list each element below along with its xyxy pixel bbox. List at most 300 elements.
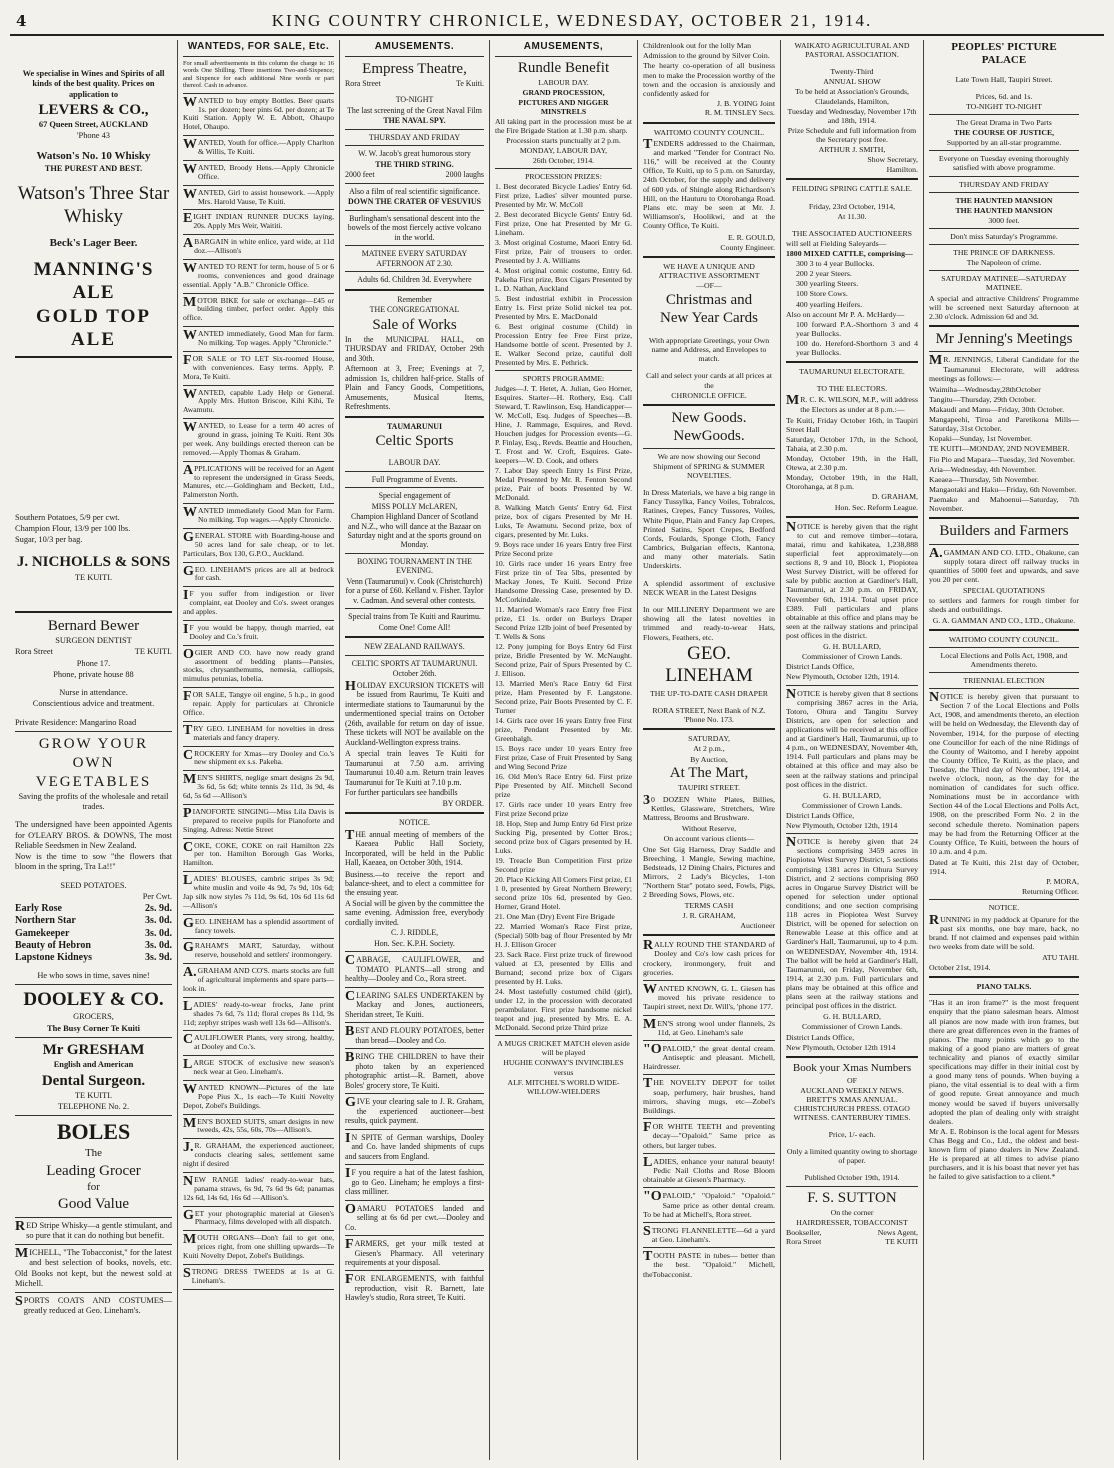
auction-lots: One Set Gig Harness, Dray Saddle and Breeching, 1 Mangle, Sewing machine, Bedsteads, 12 Dining Chairs, Pictures and Mirrors, 2 Lady's Bicycles, 1-ton "Northern Star" potato seed, Fowls, Pigs, 2 Breeding Sows, Plows, etc. — [643, 844, 775, 900]
palace-tonight: TO-NIGHT TO-NIGHT — [966, 101, 1042, 111]
dress-materials: In Dress Materials, we have a big range in Fancy Tussylka, Fancy Voiles, Tobralcos, Ratines, Crepes, Fancy Tussores, Voiles, White Pique, Plain and Fancy Jap Crepes, Printed Satins, Sport Crepes, Bedford Cords, Foulards, Sponge Cloth, Fancy Cambrics, Bulgarian effects, Kantona, and many other materials. Satin Underskirts. — [643, 487, 775, 571]
jennings-meeting: Mangaotaki and Haku—Friday, 6th November. — [929, 484, 1077, 494]
busy-corner: The Busy Corner Te Kuiti — [47, 1023, 140, 1033]
wilson-meeting: Te Kuiti, Friday October 16th, in Taupiri Street Hall — [786, 415, 918, 434]
oamaru-potatoes-ad: OAMARU POTATOES landed and selling at 6s 6d per cwt.—Dooley and Co. — [345, 1201, 484, 1232]
own-vegetables: OWN VEGETABLES — [35, 755, 152, 790]
millinery: In our MILLINERY Department we are showing all the latest novelties in trimmed and ready-to-wear Hats, Flowers, Feathers, etc. — [643, 605, 775, 642]
classified-ad: GET your photographic material at Giesen's Pharmacy, films developed with all dispatch. — [183, 1207, 334, 1227]
timber-notice: NOTICE is hereby given that the right to cut and remove timber—totara, matai, rimu and kahikatea, 1,238,888 superficial feet approximately—on sections 8, 9 and 10, Block 1, Piopiotea West Survey District, will be offered for sale by public auction at Gardiner's Hall, Taumarunui, at 2.30 p.m. on FRIDAY, November 6th, 1914. Total upset price £389. Full particulars and plans obtainable at this office and plans may be seen at the railway stations and principal post offices in the district. — [786, 519, 918, 641]
commissioner-1: Commissioner of Crown Lands. — [801, 652, 903, 662]
sports-event: 22. Married Woman's Race First prize, (Special) 50lb bag of flour Presented by Mr H. J. Ellison Grocer — [495, 922, 632, 950]
watsons-3star: Watson's Three Star Whisky — [17, 183, 170, 228]
jennings-meeting: Paemako and Mahoenui—Saturday, 7th November. — [929, 494, 1079, 514]
sports-event: 10. Girls race under 16 years Entry free First prize tin of Tea 5lbs, presented by Mackay Jones, Te Kuiti. Second Prize Handsome Dressing Case, presented by D. McCorkindale. — [495, 559, 632, 605]
napoleon-crime: The Napoleon of crime. — [966, 258, 1042, 268]
seed-row — [15, 940, 172, 952]
conscientious-advice: Conscientious advice and treatment. — [32, 699, 155, 709]
neck-wear: A splendid assortment of exclusive NECK WEAR in the Latest Designs — [643, 578, 775, 597]
ad-divider — [183, 135, 334, 136]
classified-ad: MEN'S SHIRTS, neglige smart designs 2s 9d, 3s 6d, 5s 6d; white tennis 2s 11d, 3s 9d, 4s 6d, 5s 6d —Allison's — [183, 772, 334, 800]
michell-ad: MICHELL, "The Tobacconist," for the latest and best selection of books, novels, etc. Old Books not kept, but the newest sold at Michell. — [15, 1246, 172, 1288]
bewer-phone-private: Phone, private house 88 — [53, 669, 134, 679]
ladies-beauty-ad: LADIES, enhance your natural beauty! Pedic Nail Cloths and Rose Bloom obtainable at Giesen's Pharmacy. — [643, 1154, 775, 1185]
jacobs-story: W. W. Jacob's great humorous story — [358, 149, 471, 159]
late-town-hall: Late Town Hall, Taupiri Street. — [955, 74, 1053, 84]
leading-grocer: Leading Grocer — [46, 1162, 141, 1179]
rundle-benefit: Rundle Benefit — [517, 59, 610, 76]
sports-event: 19. Treacle Bun Competition First prize Second prize — [495, 856, 632, 875]
wilson-address: MR. C. K. WILSON, M.P., will address the Electors as under at 8 p.m.:— — [786, 393, 918, 414]
jennings-meeting: Waimiha—Wednesday,28thOctober — [929, 384, 1041, 394]
dated-te-kuiti: Dated at Te Kuiti, this 21st day of October, 1914. — [929, 858, 1079, 877]
nicholls-town: TE KUITI. — [74, 572, 113, 582]
classified-ad: CAULIFLOWER Plants, very strong, healthy, at Dooley and Co.'s. — [183, 1032, 334, 1052]
up-to-date-draper: THE UP-TO-DATE CASH DRAPER — [650, 688, 768, 698]
third-string: THE THIRD STRING. — [375, 159, 454, 169]
bewer-town: TE KUITI. — [134, 647, 172, 657]
sports-event: 11. Married Woman's race Entry free First prize, £1 1s. order on Burleys Draper Second Prize 12lb joint of beef Presented by T. Wells & Sons — [495, 605, 632, 642]
ad-divider — [183, 418, 334, 419]
wilson-meeting: Saturday, October 17th, in the School, Tahaia, at 2.30 p.m. — [786, 434, 918, 453]
full-programme: Full Programme of Events. — [371, 474, 458, 484]
seed-price: 3s. 0d. — [145, 939, 172, 951]
procession-prize: 3. Most original Costume, Maori Entry 6d. First prize, Pair of trousers to order. Presented by J. A. Williams — [495, 238, 632, 266]
ad-divider — [183, 645, 334, 646]
seed-row — [15, 952, 172, 964]
sports-event: 9. Boys race under 16 years Entry free First Prize Second prize — [495, 540, 632, 559]
seed-name: Beauty of Hebron — [15, 939, 91, 951]
purest-best: THE PUREST AND BEST. — [44, 163, 143, 173]
masthead — [10, 8, 1104, 36]
feilding-date: Friday, 23rd October, 1914, — [808, 201, 896, 211]
jennings-meeting: Kaeaea—Thursday, 5th November. — [929, 474, 1039, 484]
classified-ad: COKE, COKE, COKE on rail Hamilton 22s per ton. Hamilton Borough Gas Works, Hamilton. — [183, 839, 334, 868]
wanteds-rates: For small advertisements in this column the charge is: 16 words One Shilling. Three insertions Two-and-Sixpence; and Sixpence for each additional Nine words or part thereof. Cash in advance. — [183, 59, 334, 90]
surgeon-dentist: SURGEON DENTIST — [55, 636, 132, 646]
versus: versus — [553, 1068, 574, 1078]
meeting-social: A Social will be given by the committee the same evening. Admission free, everybody cordially invited. — [345, 898, 484, 927]
flannelette-ad: STRONG FLANNELETTE—6d a yard at Geo. Lineham's. — [643, 1223, 775, 1245]
palace-thurs-fri: THURSDAY AND FRIDAY — [958, 179, 1050, 189]
nurse-attendance: Nurse in attendance. — [59, 688, 128, 698]
ad-divider — [183, 586, 334, 587]
newspaper-title: KING COUNTRY CHRONICLE, WEDNESDAY, OCTOBER 21, 1914. — [271, 11, 873, 30]
novelty-depot-ad: THE NOVELTY DEPOT for toilet soap, perfumery, hair brushes, hand mirrors, shaving mugs, etc—Zobel's Buildings. — [643, 1076, 775, 1115]
special-train-times: A special train leaves Te Kuiti for Taumarunui at 7.50 a.m. arriving Taumarunui 10.40 a.m. Return train leaves Taumarunui for Te Kuiti at 7.10 p.m. — [345, 749, 484, 787]
per-cwt: Per Cwt. — [142, 891, 172, 901]
column-3 — [340, 40, 490, 1460]
jennings-meetings: Mr Jenning's Meetings — [935, 330, 1073, 347]
waikato-association: WAIKATO AGRICULTURAL AND PASTORAL ASSOCIATION. — [794, 41, 910, 60]
sports-event: 24. Most tastefully costumed child (girl), under 12, in the procession with decorated perambulator. First prize handsome nickel teapot and jug, presented by Mrs. E. A. McDonald. Second prize Third prize — [495, 987, 632, 1033]
fs-sutton: F. S. SUTTON — [807, 1189, 897, 1206]
cattle-lot: 200 2 year Steers. — [796, 269, 852, 279]
sports-event: 21. One Man (Dry) Event Fire Brigade — [495, 912, 615, 922]
watsons-10: Watson's No. 10 Whisky — [36, 149, 151, 162]
sports-event: 23. Sack Race. First prize truck of firewood valued at £3, presented by Ellis and Burnand; second prize box of Cigars presented by H. Luks. — [495, 950, 632, 987]
classified-ad: GEO. LINEHAM has a splendid assortment of fancy towels. — [183, 915, 334, 935]
ad-divider — [183, 385, 334, 386]
great-drama: The Great Drama in Two Parts — [956, 118, 1052, 128]
boles-for: for — [87, 1180, 100, 1193]
commissioner-3: Commissioner of Crown Lands. — [801, 1022, 903, 1032]
classified-ad: TRY GEO. LINEHAM for novelties in dress materials and fancy drapery. — [183, 722, 334, 742]
burlingham: Burlingham's sensational descent into the bowels of the most fiercely active volcano in the world. — [347, 213, 482, 242]
bewer-phone: Phone 17. — [76, 658, 111, 668]
dental-surgeon: Dental Surgeon. — [41, 1072, 146, 1089]
dooley-co: DOOLEY & CO. — [23, 989, 164, 1011]
ad-divider — [183, 997, 334, 998]
ad-divider — [183, 1030, 334, 1031]
everyone-satisfied: Everyone on Tuesday evening thoroughly satisfied with above programme. — [938, 154, 1070, 173]
seed-list — [15, 903, 172, 964]
matinee: MATINEE EVERY SATURDAY AFTERNOON AT 2.30. — [361, 249, 468, 268]
mixed-cattle: 1800 MIXED CATTLE, comprising— — [786, 248, 913, 258]
classified-ad: ABARGAIN in white enlice, yard wide, at 11d doz.—Allison's — [183, 236, 334, 255]
feilding-time: At 11.30. — [837, 211, 867, 221]
hearty-cooperation: The hearty co-operation of all business men to make the Procession worthy of the town and the occasion is anxiously and confidently asked for — [643, 61, 775, 98]
boles: BOLES — [56, 1119, 131, 1145]
page-number: 4 — [16, 12, 27, 30]
amusements-heading-2: AMUSEMENTS, — [523, 41, 604, 52]
new-goods: New Goods. NewGoods. — [671, 410, 747, 444]
auctioneer: Auctioneer — [740, 921, 775, 930]
meeting-business: Business.—to receive the report and balance-sheet, and to elect a committee for the ensuing year. — [345, 869, 484, 898]
classified-ad: OGIER AND CO. have now ready grand assortment of bedding plants—Pansies, stocks, chrysanthemums, nemesia, calliopsis, mimulus petunias, lobelia. — [183, 646, 334, 684]
levers-name: LEVERS & CO., — [38, 101, 149, 118]
column-2 — [178, 40, 340, 1460]
celtic-sports-taumarunui: CELTIC SPORTS AT TAUMARUNUI. — [351, 658, 478, 668]
bullard-1: G. H. BULLARD, — [823, 642, 881, 652]
ad-divider — [183, 293, 334, 294]
palace-prices: Prices, 6d. and 1s. — [975, 91, 1033, 101]
course-of-justice: THE COURSE OF JUSTICE, — [953, 128, 1055, 138]
p-mora: P. MORA, — [1046, 877, 1079, 887]
gamman-ad: A.GAMMAN AND CO. LTD., Ohakune, can supply totara direct off railway trucks in quantities of 5000 feet and upwards, and save you 20 per cent. — [929, 545, 1079, 585]
piano-talks: PIANO TALKS. — [976, 982, 1032, 992]
saturday-matinee: SATURDAY MATINEE—SATURDAY MATINEE. — [941, 274, 1067, 293]
taumarunui-electorate: TAUMARUNUI ELECTORATE. — [799, 367, 905, 377]
builders-farmers: Builders and Farmers — [939, 523, 1069, 540]
feet-2000: 2000 feet — [345, 170, 375, 180]
seed-name: Northern Star — [15, 915, 76, 927]
ad-divider — [183, 1230, 334, 1231]
ad-divider — [183, 1289, 334, 1290]
cattle-lot: 100 Store Cows. — [796, 289, 848, 299]
wanteds-heading: WANTEDS, FOR SALE, Etc. — [187, 41, 330, 52]
column-7 — [924, 40, 1084, 1460]
bullard-2: G. H. BULLARD, — [823, 790, 881, 800]
running-paddock: RUNNING in my paddock at Oparure for the past six months, one bay mare, hack, no brand. If not claimed and expenses paid within two weeks from date will be sold. — [929, 912, 1079, 951]
classified-ad: A.GRAHAM AND CO'S. marts stocks are full of agricultural implements and spare parts—look in. — [183, 965, 334, 993]
settlers-farmers: to settlers and farmers for rough timber for sheds and outbuildings. — [929, 596, 1079, 615]
ad-divider — [183, 461, 334, 462]
jennings-meeting: Fio Pio and Mapara—Tuesday, 3rd November. — [929, 454, 1075, 464]
classified-ad: CROCKERY for Xmas—try Dooley and Co.'s new shipment ex s.s. Pakeha. — [183, 747, 334, 767]
classified-ad: MOTOR BIKE for sale or exchange—£45 or building timber, perfect order. Apply this office. — [183, 294, 334, 323]
gould: E. R. GOULD, — [728, 232, 775, 242]
classified-ad: FOR SALE or TO LET Six-roomed House, with conveniences. Easy terms. Apply, P. Mora, Te Kuiti. — [183, 352, 334, 381]
ad-divider — [183, 1206, 334, 1207]
ad-divider — [183, 351, 334, 352]
without-reserve: Without Reserve, — [681, 824, 737, 834]
procession-prize: 2. Best decorated Bicycle Gents' Entry 6d. First prize, One hat Presented by Mr G. Lineham. — [495, 210, 632, 238]
new-year-cards: New Year Cards — [660, 310, 758, 327]
jennings-meeting: Tangitu—Thursday, 29th October. — [929, 394, 1036, 404]
sports-event: 14. Girls race over 16 years Entry free First prize, Pendant Presented by Mr. Greenhalgh. — [495, 716, 632, 744]
at-the-mart: At The Mart, — [669, 764, 749, 781]
classified-ad: APPLICATIONS will be received for an Agent to represent the undersigned in Grass Seeds, Manures, etc.—Goldingham and Beckett, Ltd., Palmerston North. — [183, 462, 334, 500]
sports-event: 17. Girls race under 10 years Entry free First prize Second prize — [495, 800, 632, 819]
d-graham: D. GRAHAM, — [871, 492, 918, 502]
boles-the: The — [84, 1147, 103, 1160]
joint-secs: J. B. YOING Joint R. M. TINSLEY Secs. — [704, 99, 775, 118]
empress-theatre: Empress Theatre, — [362, 61, 467, 77]
wilson-meeting: Monday, October 19th, in the Hall, Otorohanga, at 8 p.m. — [786, 473, 918, 492]
mchardy-lot: 100 forward P.A.-Shorthorn 3 and 4 year Bullocks. — [796, 319, 918, 338]
ballot-notice: NOTICE is hereby given that 24 sections comprising 3459 acres in Piopiotea West Survey District, 5 sections comprising 1381 acres in Ohura Survey District, and 2 sections comprising 860 acres in Ongarue Survey District will be opened for selection under optional conditions; and one section comprising 118 acres in Piopiotea West Survey District, will be opened for selection on Renewable Lease at this office and at Gardiner's Hall, Taumarunui, up to 4 p.m. on WEDNESDAY, November 4th, 1914. The ballot will be held at Gardiner's Hall, Taumarunui, on Friday, November 6th, 1914, at 2.30 p.m. Full particulars and plans may be obtained at this office and plans seen at the railway stations and principal post offices in the district. — [786, 835, 918, 1011]
holiday-tickets: HOLIDAY EXCURSION TICKETS will be issued from Raurimu, Te Kuiti and intermediate stations to Taumarunui by the undermentioned special trains on October (26th, available for return on day of issue. These tickets will NOT be available on the Auckland-Wellington express trains. — [345, 678, 484, 747]
classified-ad: MEN'S BOXED SUITS, smart designs in new tweeds, 42s, 55s, 60s, 70s—Allison's. — [183, 1115, 334, 1135]
bookseller: Bookseller, — [786, 1228, 822, 1238]
wilson-meeting: Monday, October 19th, in the Hall, Otewa, at 2.30 p.m. — [786, 454, 918, 473]
levers-intro: We specialise in Wines and Spirits of all kinds of the best quality. Prices on application to — [22, 69, 165, 99]
atu-tahi: ATU TAHI. — [1042, 953, 1079, 963]
sections-notice: NOTICE is hereby given that 8 sections comprising 3867 acres in the Aria, Totoro, Ohura and Tangitu Survey Districts, are open for selection and applications will be received at this office and at Gardiner's Hall, Taumarunui, up to 4 p.m., on WEDNESDAY, November 4th, 1914. Full particulars and plans may be obtained at this office and may also be seen at the railway stations and principal post offices in the district. — [786, 686, 918, 789]
classified-ad: LADIES' BLOUSES, cambric stripes 3s 9d; white muslin and voile 4s 9d, 7s 9d, 10s 6d; Jap silk now styles 7s 11d, 9s 6d, 10s 6d 11s 6d—Allison's — [183, 873, 334, 910]
ad-divider — [183, 234, 334, 235]
ad-divider — [183, 1172, 334, 1173]
auction-time: At 2 p.m., — [693, 744, 725, 754]
classified-ad: J.R. GRAHAM, the experienced auctioneer, conducts clearing sales, settlement same night if desired — [183, 1140, 334, 1168]
christmas-and: Christmas and — [665, 291, 753, 308]
procession-prize: 6. Best original costume (Child) in Procession Entry fee Free First prize, Handsome bottle of scent. Presented by J. E. Walker Second prize, cautiful doll Presented by Mrs. E. Pethrick. — [495, 322, 632, 368]
county-engineer: County Engineer. — [720, 242, 775, 252]
to-electors: TO THE ELECTORS. — [816, 384, 888, 394]
science-film: Also a film of real scientific significance. — [349, 186, 480, 196]
on-corner: On the corner — [830, 1208, 874, 1218]
cattle-lot: 300 3 to 4 year Bullocks. — [796, 259, 875, 269]
seed-price: 3s. 0d. — [145, 927, 172, 939]
monday-labour-day: MONDAY, LABOUR DAY, — [519, 146, 608, 156]
sows-in-time: He who sows in time, saves nine! — [37, 971, 150, 981]
district-office-3: District Lands Office, — [786, 1032, 855, 1042]
lolly-man: Childrenlook out for the lolly Man — [643, 41, 752, 50]
saving-profits: Saving the profits of the wholesale and retail trades. — [18, 791, 169, 812]
jennings-list — [929, 385, 1079, 513]
various-clients: On account various clients— — [663, 834, 755, 844]
ad-divider — [183, 1055, 334, 1056]
seed-name: Lapstone Kidneys — [15, 951, 92, 963]
xmas-papers: AUCKLAND WEEKLY NEWS. BRETT'S XMAS ANNUAL. CHRISTCHURCH PRESS. OTAGO WITNESS. CANTERBURY TIMES. — [793, 1085, 911, 1123]
sports-programme-heading: SPORTS PROGRAMME: — [522, 374, 605, 384]
municipal-hall: In the MUNICIPAL HALL, on THURSDAY and FRIDAY, October 29th and 30th. — [345, 334, 484, 363]
show-secretary: Show Secretary, — [867, 155, 918, 165]
laughs-2000: 2000 laughs — [445, 170, 484, 180]
naval-spy: THE NAVAL SPY. — [383, 116, 446, 126]
special-quotations: SPECIAL QUOTATIONS — [962, 586, 1046, 596]
classified-ad: WANTED, Youth for office.—Apply Charlton & Willis, Te Kuiti. — [183, 137, 334, 156]
german-warships-ad: IN SPITE of German warships, Dooley and Co. have landed shipments of cups and saucers from England. — [345, 1130, 484, 1161]
columns — [10, 40, 1104, 1460]
gresham-telephone: TELEPHONE No. 2. — [57, 1102, 130, 1112]
classified-ad: PIANOFORTE SINGING—Miss Lila Davis is prepared to receive pupils for Pianoforte and Singing. Adress: Nettie Street — [183, 805, 334, 834]
prizes-list — [495, 182, 632, 367]
classified-ad: GRAHAM'S MART, Saturday, without reserve, household and settlers' ironmongery. — [183, 940, 334, 960]
fielding-saleyards: will sell at Fielding Saleyards— — [786, 238, 887, 248]
ad-divider — [183, 804, 334, 805]
classified-ad: WANTED, Girl to assist housework. —Apply Mrs. Harold Vause, Te Kuiti. — [183, 186, 334, 206]
new-plymouth-1: New Plymouth, October 12th, 1914. — [786, 672, 900, 682]
jr-graham: J. R. GRAHAM, — [682, 910, 736, 920]
wilson-meetings — [786, 416, 918, 492]
grow-your: GROW YOUR — [38, 735, 149, 752]
mens-flannels-ad: MEN'S strong wool under flannels, 2s 11d, at Geo. Lineham's sale — [643, 1016, 775, 1037]
ad-divider — [183, 746, 334, 747]
sutton-street: Rora Street — [786, 1237, 822, 1247]
remember: Remember — [397, 294, 432, 304]
seed-row — [15, 915, 172, 927]
ad-divider — [183, 620, 334, 621]
procession-prize: 4. Most original comic costume, Entry 6d. Pakeha First prize, Box Cigars Presented by L. D. Nathan, Auckland — [495, 266, 632, 294]
by-auction: By Auction, — [690, 754, 728, 764]
seed-row — [15, 928, 172, 940]
red-stripe-ad: RED Stripe Whisky—a gentle stimulant, and so pure that it can do nothing but benefit. — [15, 1218, 172, 1240]
ad-divider — [183, 963, 334, 964]
classified-ad: WANTED, Broody Hens.—Apply Chronicle Office. — [183, 161, 334, 181]
sow-now: Now is the time to sow "the flowers that bloom in the spring, Tra La!!" — [15, 852, 172, 872]
tenders: TENDERS addressed to the Chairman, and marked "Tender for Contract No. 116," will be received at the County Office, Te Kuiti, up to 5 p.m. on Saturday, 24th October, for the supply and delivery of 600 yds. of Shingle along Richardson's Hill, on the Hauturu to Otorohanga Road. Plans etc. may be seen at Mr. J. Williamson's, Hoolikwi, and at the County Office, Te Kuiti. — [643, 136, 775, 231]
jennings-meeting: TE KUITI—MONDAY, 2ND NOVEMBER. — [929, 444, 1070, 454]
new-plymouth-3: New Plymouth, October 12th 1914 — [786, 1042, 896, 1052]
jennings-meeting: Aria—Wednesday, 4th November. — [929, 464, 1037, 474]
classified-ad: IF you suffer from indigestion or liver complaint, eat Dooley and Co's. sweet oranges and apples. — [183, 588, 334, 616]
terms-cash: TERMS CASH — [684, 900, 734, 910]
limited-quantity: Only a limited quantity owing to shortage of paper. — [786, 1147, 918, 1166]
levers-phone: 'Phone 43 — [77, 131, 110, 141]
bernard-bewer: Bernard Bewer — [47, 617, 140, 634]
show-held: To be held at Association's Grounds, Claudelands, Hamilton, — [795, 87, 909, 106]
seed-price: 2s. 9d. — [145, 903, 172, 915]
classified-ad: WANTED, capable Lady Help or General. Apply Mrs. Hutton Briscoe, Kihi Kihi, Te Awamutu. — [183, 386, 334, 415]
procession-starts: Procession starts punctually at 2 p.m. — [506, 136, 621, 146]
ad-divider — [183, 770, 334, 771]
waitomo-council-2: WAITOMO COUNTY COUNCIL. — [948, 634, 1060, 644]
mchardy-list — [786, 320, 918, 357]
classified-ad: LADIES' ready-to-wear frocks, Jane print shades 7s 6d, 7s 11d; floral crepes 8s 11d, 9s 11d; zephyr stripes wash well 13s 6d—Allison's. — [183, 998, 334, 1027]
handbills: For further particulars see handbills — [345, 788, 458, 798]
jennings-intro: MR. JENNINGS, Liberal Candidate for the Taumarunui Electorate, will address meetings as follows:— — [929, 353, 1079, 383]
sugar-price: Sugar, 10/3 per bag. — [15, 535, 83, 545]
feet-3000: 3000 feet. — [988, 215, 1020, 225]
ad-divider — [183, 871, 334, 872]
celtic-sports: Celtic Sports — [375, 433, 454, 450]
ad-divider — [183, 721, 334, 722]
ad-divider — [183, 562, 334, 563]
waitomo-council: WAITOMO COUNTY COUNCIL. — [653, 127, 765, 137]
ad-divider — [183, 1080, 334, 1081]
boxing-tournament: BOXING TOURNAMENT IN THE EVENING. — [357, 556, 472, 576]
cabbage-ad: CABBAGE, CAULIFLOWER, and TOMATO PLANTS—all strong and healthy—Dooley and Co., Rora street. — [345, 953, 484, 984]
classified-ad: STRONG DRESS TWEEDS at 1s at G. Lineham's. — [183, 1265, 334, 1285]
by-order: BY ORDER. — [442, 798, 484, 808]
pictures-minstrels: PICTURES AND NIGGER MINSTRELS — [518, 98, 609, 117]
wanteds-list — [183, 94, 334, 1290]
events-list — [495, 466, 632, 1032]
clearing-sale-graham-ad: GIVE your clearing sale to J. R. Graham, the experienced auctioneer—best results, quick payment. — [345, 1095, 484, 1126]
lineham-address: RORA STREET, Next Bank of N.Z. 'Phone No. 173. — [652, 705, 766, 724]
robinson-agent: Mr A. E. Robinson is the local agent for Messrs Chas Begg and Co., Ltd., the oldest and best-known firm of piano dealers in New Zealand. He is prepared at all times to advise piano purchasers, and it is his boast that never yet has he failed to give satisfaction to a client.* — [929, 1126, 1079, 1182]
procession-prizes-heading: PROCESSION PRIZES: — [525, 172, 602, 182]
procession-prize: 1. Best decorated Bicycle Ladies' Entry 6d. First prize, Ladies' silver mounted purse. Presented by Mr. W. McColl — [495, 182, 632, 210]
jennings-meeting: Mangapeehi, Tiroa and Paretikona Mills—Saturday, 31st October. — [929, 415, 1079, 434]
seed-name: Early Rose — [15, 903, 62, 915]
last-screening: The last screening of the Great Naval Film — [347, 105, 482, 115]
greetings: With appropriate Greetings, your Own name and Address, and Envelopes to match. — [648, 335, 770, 364]
column-5 — [638, 40, 781, 1460]
sports-event: 18. Hop, Step and Jump Entry 6d First prize Sucking Pig, presented by Cotter Bros.; second prize box of Cigars presented by H. Luks. — [495, 819, 632, 856]
published-date: Published October 19th, 1914. — [804, 1173, 900, 1183]
gamman-signature: G. A. GAMMAN AND CO., LTD., Ohakune. — [932, 615, 1076, 625]
sports-event: 7. Labor Day speech Entry 1s First Prize, Medal Presented by Mr. R. Fenton Second prize, Pair of boots Presented by W. McDonald. — [495, 466, 632, 503]
seed-price: 3s. 0d. — [145, 915, 172, 927]
call-select: Call and select your cards at all prices at the — [646, 371, 772, 390]
gold-top-ale: GOLD TOP ALE — [35, 306, 152, 351]
xmas-numbers: Book your Xmas Numbers — [792, 1061, 912, 1074]
sports-coats-ad: SPORTS COATS AND COSTUMES—greatly reduced at Geo. Lineham's. — [15, 1294, 172, 1316]
bullard-3: G. H. BULLARD, — [823, 1012, 881, 1022]
crater-vesuvius: DOWN THE CRATER OF VESUVIUS — [348, 197, 481, 207]
nz-railways: NEW ZEALAND RAILWAYS. — [364, 642, 465, 652]
champion-dancer: Champion Highland Dancer of Scotland and N.Z., who will dance at the Bazaar on Saturday night and at the sports ground on Monday. — [347, 512, 482, 550]
ad-divider — [183, 838, 334, 839]
sports-event: 13. Married Men's Race Entry 6d First prize, Ham Presented by F. Langstone. Second prize, Pair Boots Presented by C. F. Turner — [495, 679, 632, 716]
feilding-sale: FEILDING SPRING CATTLE SALE. — [792, 184, 912, 194]
show-dates: Tuesday and Wednesday, November 17th and 18th, 1914. — [787, 106, 917, 125]
taupiri-street: TAUPIRI STREET. — [677, 783, 741, 793]
hat-fashion-ad: IF you require a hat of the latest fashion, go to Geo. Lineham; he employs a first-class milliner. — [345, 1166, 484, 1197]
xmas-price: Price, 1/- each. — [828, 1130, 876, 1140]
empress-street: Rora Street — [345, 79, 381, 88]
silver-coin: Admission to the ground by Silver Coin. — [643, 51, 770, 61]
seed-name: Gamekeeper — [15, 927, 70, 939]
peoples-picture-palace: PEOPLES' PICTURE PALACE — [951, 41, 1057, 66]
jennings-meeting: Kopaki—Sunday, 1st November. — [929, 434, 1033, 444]
ad-divider — [183, 1138, 334, 1139]
riddle: C. J. RIDDLE, — [390, 928, 439, 938]
ad-divider — [183, 687, 334, 688]
polly-mclaren: MISS POLLY McLAREN, — [371, 501, 458, 511]
sports-event: 20. Place Kicking All Comers First prize, £1 1 0, presented by Great Northern Brewery; second prize 10s 6d, presented by Geo. Horner, Grand Hotel. — [495, 875, 632, 912]
classified-ad: GEO. LINEHAM'S prices are all at bedrock for cash. — [183, 563, 334, 583]
ad-divider — [183, 528, 334, 529]
news-agent: News Agent, — [877, 1228, 918, 1238]
returning-officer: Returning Officer. — [1021, 887, 1079, 897]
seed-potatoes-title: SEED POTATOES. — [60, 880, 127, 890]
farmers-milk-ad: FARMERS, get your milk tested at Giesen's Pharmacy. All veterinary requirements at your disposal. — [345, 1237, 484, 1267]
mchardy-lot: 100 do. Hereford-Shorthorn 3 and 4 year Bullocks. — [796, 338, 918, 358]
ad-divider — [183, 1114, 334, 1115]
best-potatoes-ad: BEST AND FLOURY POTATOES, better than bread—Dooley and Co. — [345, 1024, 484, 1045]
opaloid-2-ad: "OPALOID," "Opaloid." "Opaloid." Same price as other dental cream. To be had at Michell's, Rora street. — [643, 1189, 775, 1219]
classified-ad: IF you would be happy, though married, eat Dooley and Co.'s fruit. — [183, 621, 334, 641]
election-notice: NOTICE is hereby given that pursuant to Section 7 of the Local Elections and Polls Act, 1908, and amendments thereto, an election will be held on Wednesday, the Eleventh day of November, 1914, for the purpose of electing one Councillor for each of the nine Ridings of the County of Waitomo, and I hereby appoint the County Office, Te Kuiti, as the place, and Tuesday, the Third day of November, 1914, at twelve o'clock, noon, as the day for the nomination of candidates for such office. Nominations must be in accordance with Section 44 of the Local Elections and Polls Act, 1908, on the prescribed Form No. 2 in the second schedule thereto. Nomination papers may be had from the Returning Officer at the County Office, Te Kuiti, between the hours of 10 a.m. and 4 p.m. — [929, 690, 1079, 856]
ad-divider — [183, 503, 334, 504]
notice-heading-2: NOTICE. — [988, 903, 1020, 913]
sports-event: 12. Pony jumping for Boys Entry 6d First prize, Bridle Presented by W. McNaught. Second prize, Pair of Spurs Presented by C. J. Ellison. — [495, 642, 632, 679]
ad-divider — [183, 185, 334, 186]
